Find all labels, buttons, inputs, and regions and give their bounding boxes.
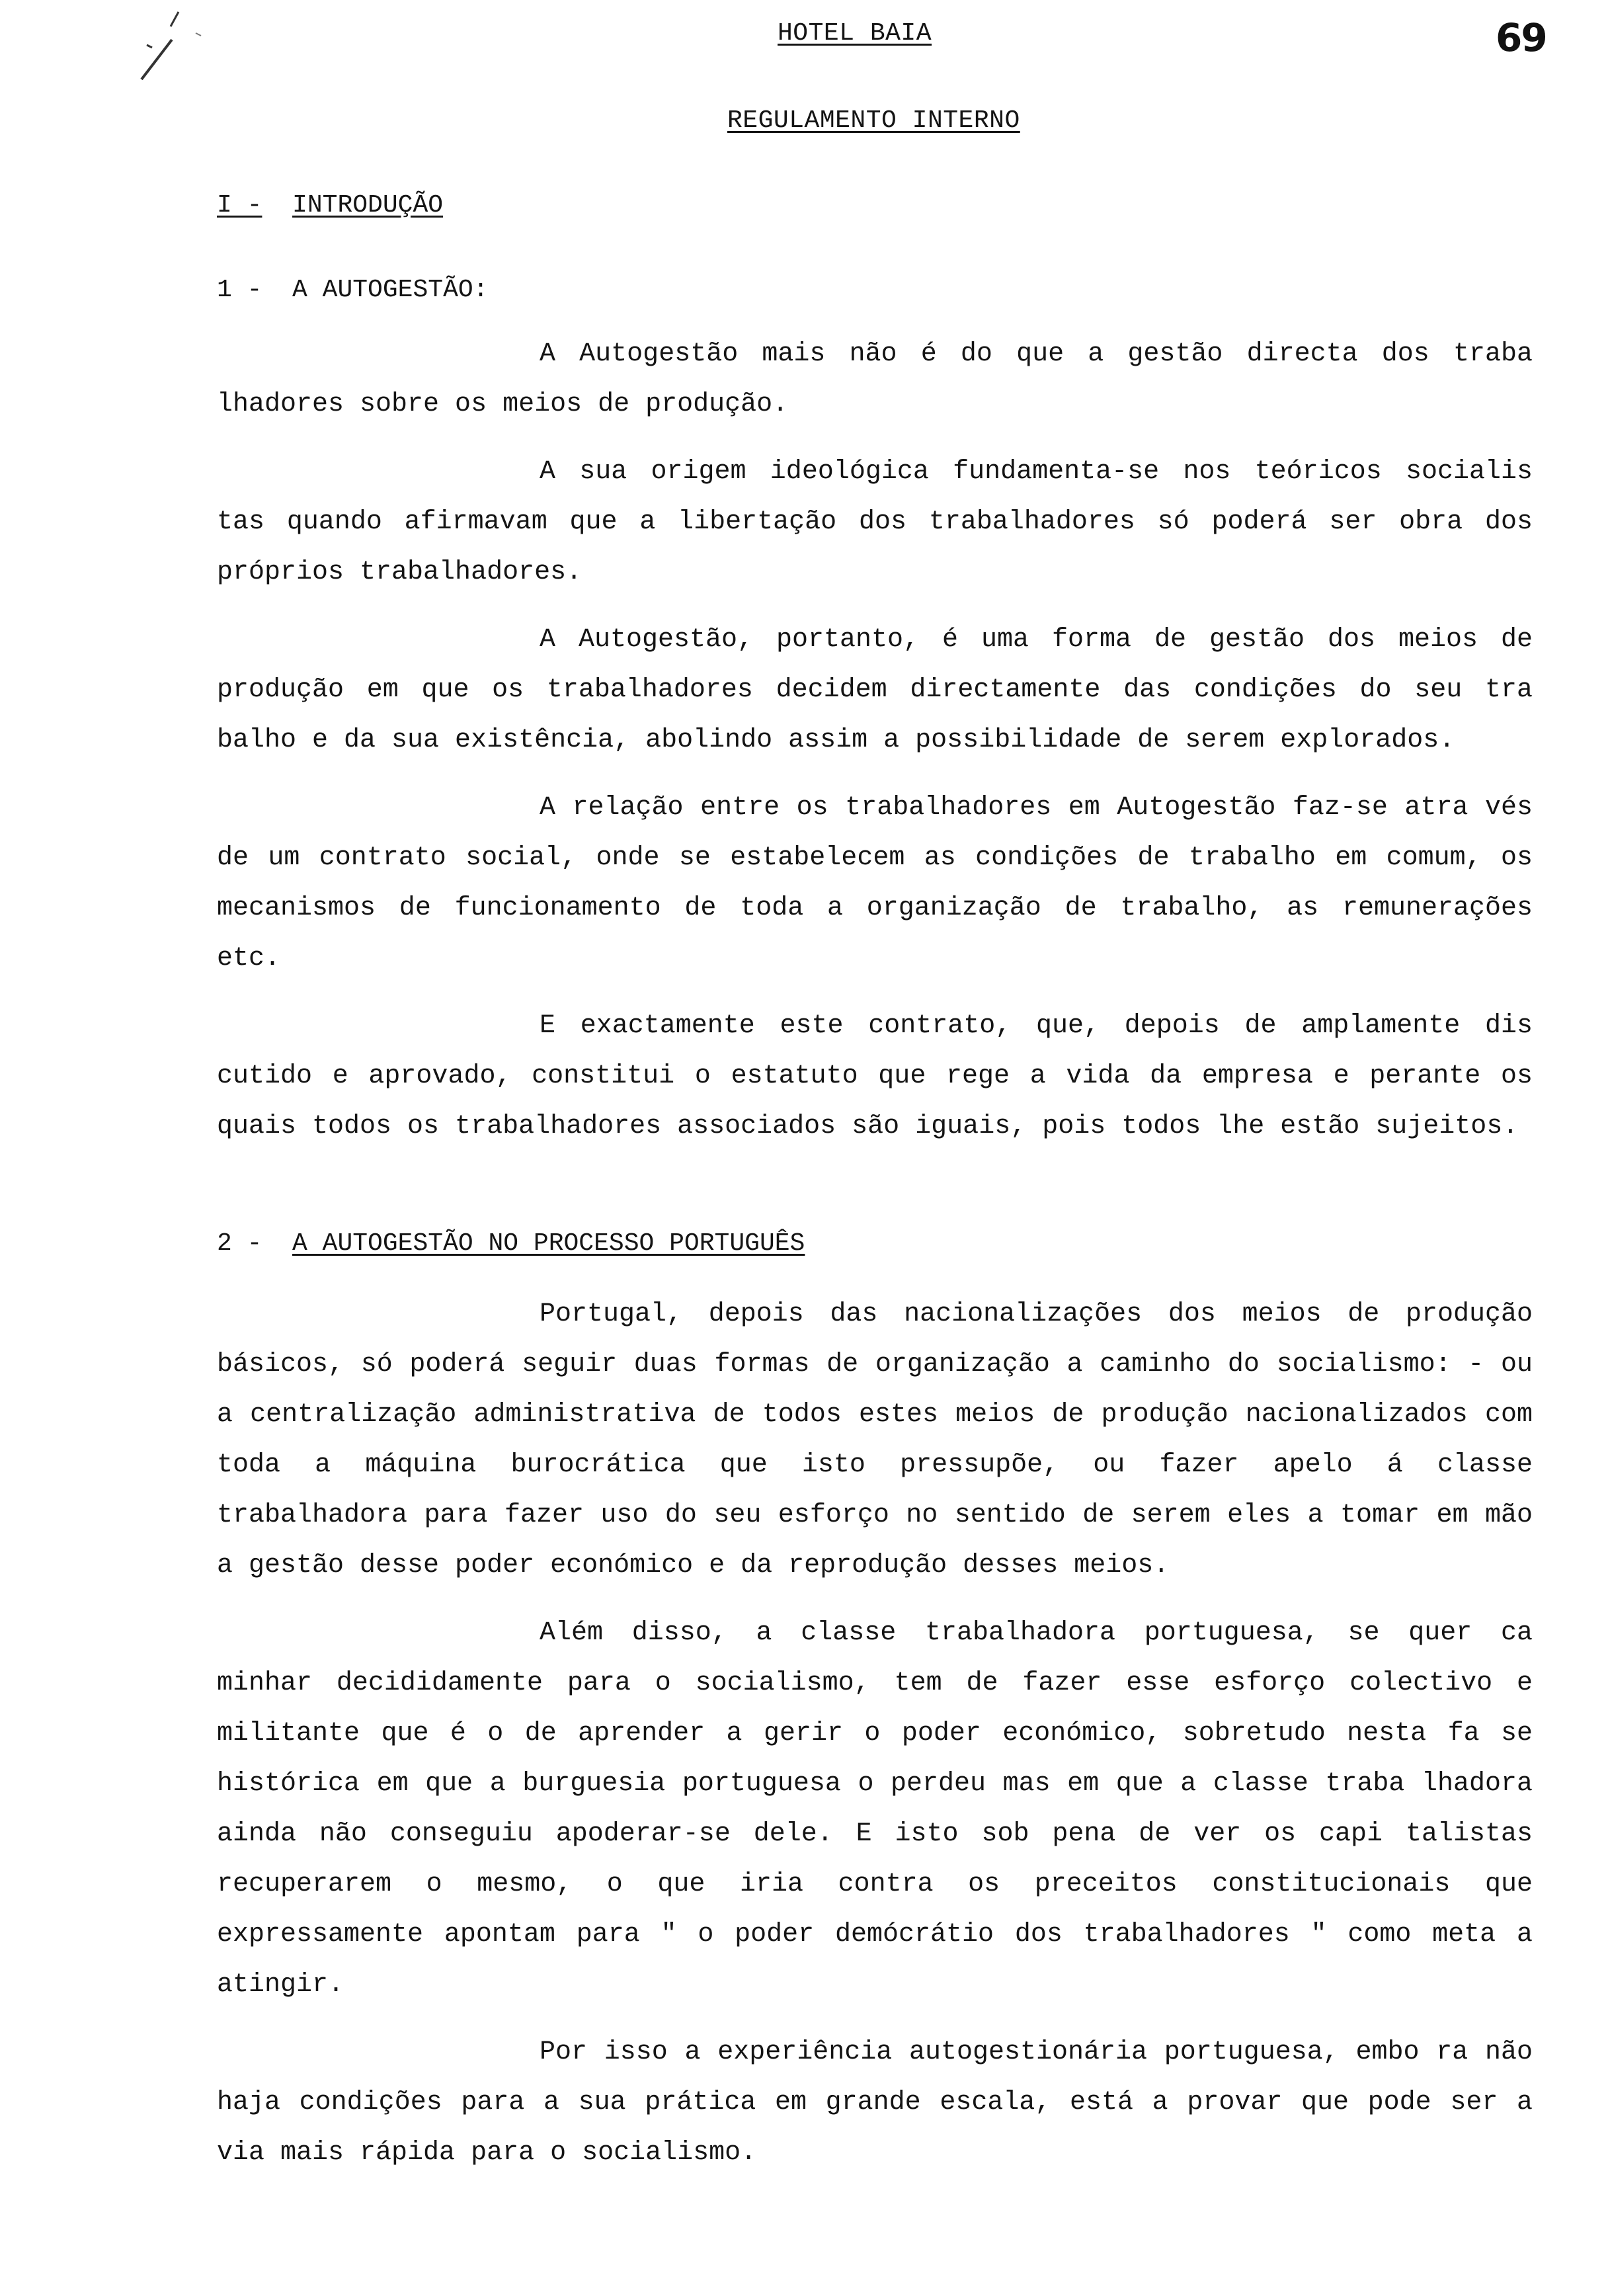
paragraph: A Autogestão, portanto, é uma forma de gestão dos meios de produção em que os trabalhadores decidem directamente das condições do seu tra balho e da sua existência, abolindo assim a possibilidade de serem explorados. (217, 625, 1533, 755)
paragraph: Além disso, a classe trabalhadora portuguesa, se quer ca minhar decididamente para o socialismo, tem de fazer esse esforço colectivo e militante que é o de aprender a gerir o poder económico, sobretudo nesta fa se histórica em que a burguesia portuguesa o perdeu mas em que a classe traba lhadora ainda não conseguiu apoderar-se dele. E isto sob pena de ver os capi talistas recuperarem o mesmo, o que iria contra os preceitos constitucionais que expressamente apontam para " o poder demócrátio dos trabalhadores " como meta a atingir. (217, 1618, 1533, 2000)
paragraph: A sua origem ideológica fundamenta-se nos teóricos socialis tas quando afirmavam que a libertação dos trabalhadores só poderá ser obra dos próprios trabalhadores. (217, 457, 1533, 587)
document-subtitle: REGULAMENTO INTERNO (727, 106, 1020, 135)
paragraph: E exactamente este contrato, que, depois de amplamente dis cutido e aprovado, constitui o estatuto que rege a vida da empresa e perante os quais todos os trabalhadores associados são iguais, pois todos lhe estão sujeitos. (217, 1011, 1533, 1141)
subsection-1-body (217, 329, 1533, 1152)
subsection-1-number: 1 - (217, 276, 262, 304)
paragraph: A Autogestão mais não é do que a gestão directa dos traba lhadores sobre os meios de produção. (217, 339, 1533, 419)
subsection-1-label: A AUTOGESTÃO: (292, 276, 489, 304)
section-heading (217, 193, 443, 218)
document-title: HOTEL BAIA (778, 19, 932, 48)
subsection-2-heading (217, 1231, 805, 1256)
subsection-2-label: A AUTOGESTÃO NO PROCESSO PORTUGUÊS (292, 1229, 805, 1258)
subsection-2-number: 2 - (217, 1229, 262, 1258)
pen-marks (132, 7, 238, 86)
page-number: 69 (1496, 15, 1547, 60)
section-number: I - (217, 191, 262, 220)
paragraph: Portugal, depois das nacionalizações dos meios de produção básicos, só poderá seguir duas formas de organização a caminho do socialismo: - ou a centralização administrativa de todos estes meios de produção nacionalizados com toda a máquina burocrática que isto pressupõe, ou fazer apelo á classe trabalhadora para fazer uso do seu esforço no sentido de serem eles a tomar em mão a gestão desse poder económico e da reprodução desses meios. (217, 1299, 1533, 1580)
subsection-2-body (217, 1290, 1533, 2178)
paragraph: A relação entre os trabalhadores em Autogestão faz-se atra vés de um contrato social, onde se estabelecem as condições de trabalho em comum, os mecanismos de funcionamento de toda a organização de trabalho, as remunerações etc. (217, 793, 1533, 973)
subsection-1-heading (217, 278, 488, 303)
paragraph: Por isso a experiência autogestionária portuguesa, embo ra não haja condições para a sua prática em grande escala, está a provar que pode ser a via mais rápida para o socialismo. (217, 2037, 1533, 2168)
section-label: INTRODUÇÃO (292, 191, 444, 220)
